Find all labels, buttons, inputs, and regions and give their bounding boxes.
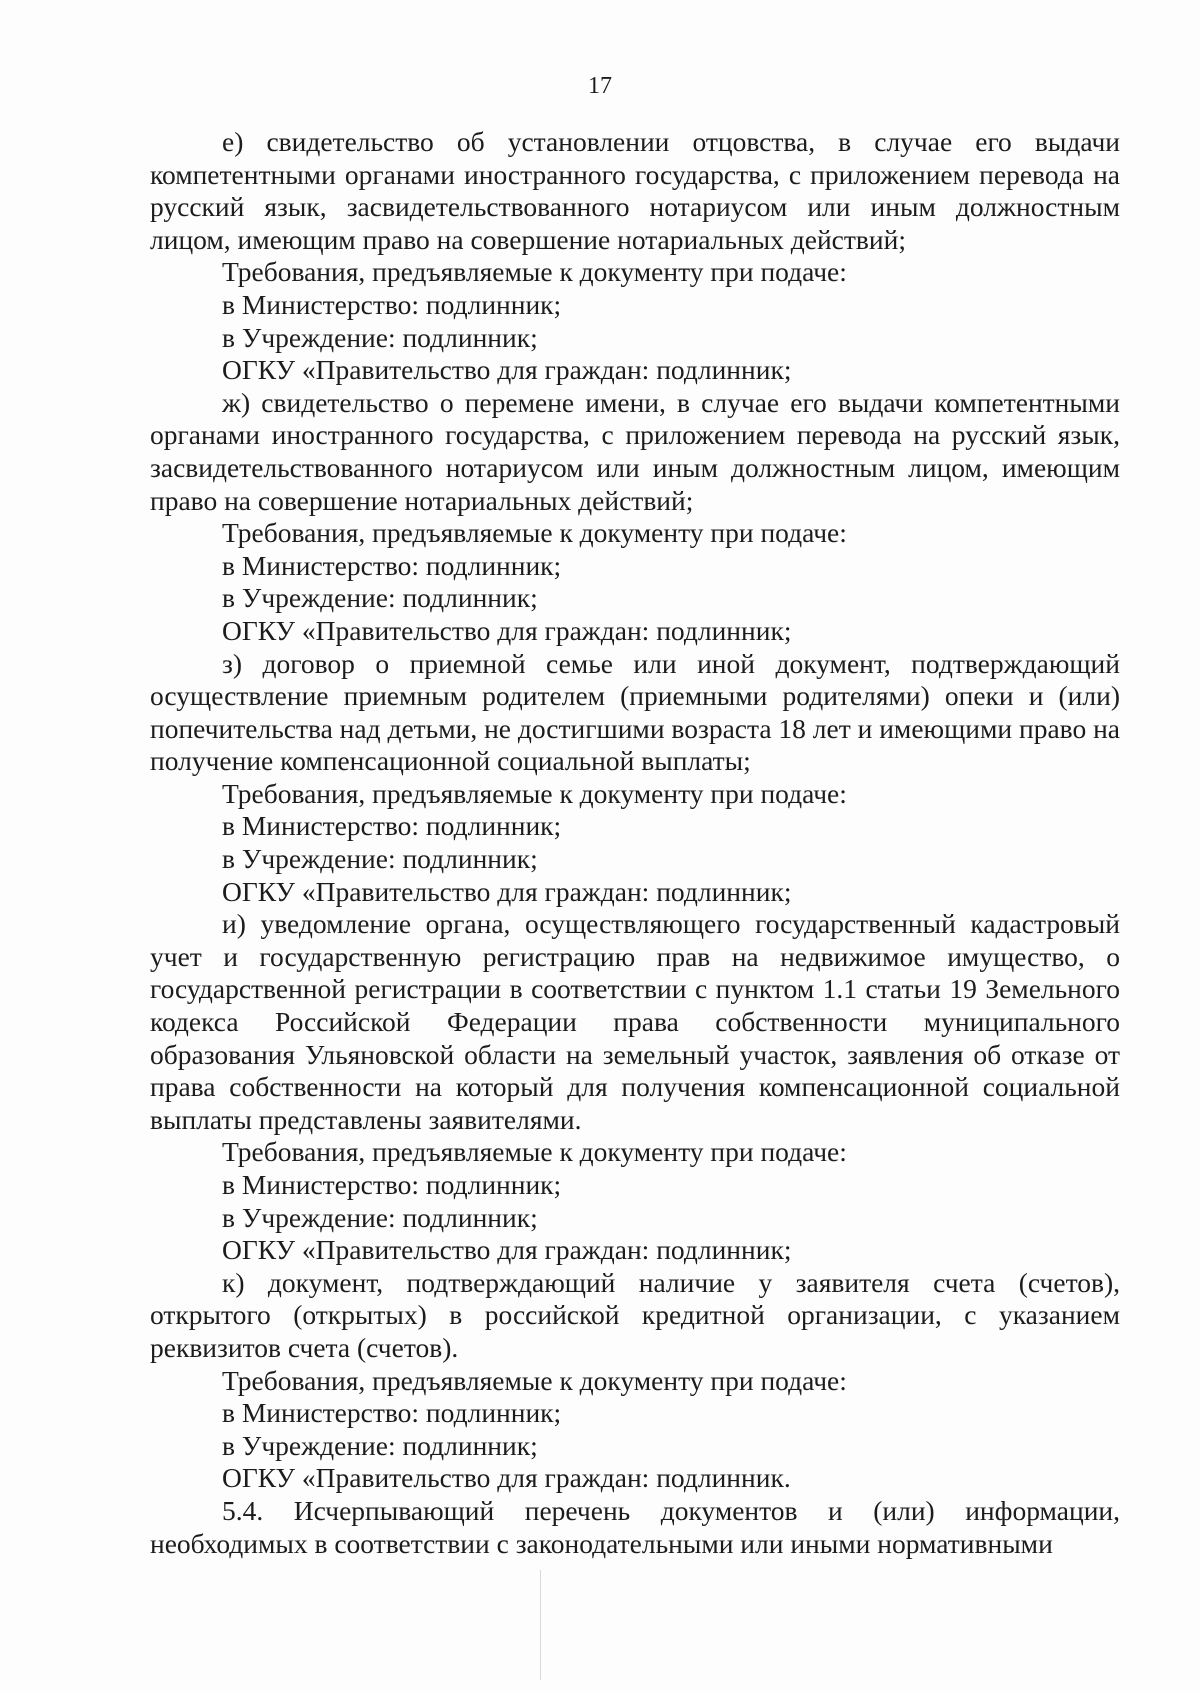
requirement-ministry: в Министерство: подлинник;: [222, 1169, 562, 1200]
requirement-ogku: ОГКУ «Правительство для граждан: подлинник;: [222, 1234, 792, 1266]
paragraph-k-bank-account: к) документ, подтверждающий наличие у заявителя счета (счетов), открытого (открытых) в российской кредитной организации, с указанием реквизитов счета (счетов).: [150, 1266, 1120, 1363]
requirements-heading: Требования, предъявляемые к документу при подаче:: [222, 517, 847, 549]
paragraph-zh-name-change: ж) свидетельство о перемене имени, в случае его выдачи компетентными органами иностранного государства, с приложением перевода на русский язык, засвидетельствованного нотариусом или иным должностным лицом, имеющим право на совершение нотариальных действий;: [150, 386, 1120, 516]
document-body: [150, 126, 1120, 1560]
requirements-heading: Требования, предъявляемые к документу при подаче:: [222, 777, 847, 809]
requirement-ministry: в Министерство: подлинник;: [222, 549, 562, 581]
section-5-4-paragraph: 5.4. Исчерпывающий перечень документов и (или) информации, необходимых в соответствии с законодательными или иными нормативными: [150, 1494, 1120, 1559]
requirement-institution: в Учреждение: подлинник;: [222, 843, 538, 875]
requirement-ogku: ОГКУ «Правительство для граждан: подлинник;: [222, 354, 792, 386]
requirement-institution: в Учреждение: подлинник;: [222, 1429, 538, 1461]
requirement-institution: в Учреждение: подлинник;: [222, 1201, 538, 1233]
paragraph-z-foster-family: з) договор о приемной семье или иной документ, подтверждающий осуществление приемным родителем (приемными родителями) опеки и (или) попечительства над детьми, не достигшими возраста 18 лет и имеющими право на получение компенсационной социальной выплаты;: [150, 647, 1120, 777]
requirement-ogku: ОГКУ «Правительство для граждан: подлинник;: [222, 614, 792, 646]
page-number: 17: [588, 73, 612, 99]
requirement-ministry: в Министерство: подлинник;: [222, 288, 562, 320]
requirements-heading: Требования, предъявляемые к документу при подаче:: [222, 1364, 847, 1396]
requirements-heading: Требования, предъявляемые к документу при подаче:: [222, 1136, 847, 1168]
requirement-ogku: ОГКУ «Правительство для граждан: подлинник.: [222, 1462, 791, 1494]
requirement-institution: в Учреждение: подлинник;: [222, 582, 538, 614]
requirement-institution: в Учреждение: подлинник;: [222, 321, 538, 353]
requirement-ministry: в Министерство: подлинник;: [222, 810, 562, 842]
requirement-ogku: ОГКУ «Правительство для граждан: подлинник;: [222, 875, 792, 907]
paragraph-e-birth-paternity: е) свидетельство об установлении отцовства, в случае его выдачи компетентными органами иностранного государства, с приложением перевода на русский язык, засвидетельствованного нотариусом или иным должностным лицом, имеющим право на совершение нотариальных действий;: [150, 126, 1120, 255]
paragraph-i-cadastral-notice: и) уведомление органа, осуществляющего государственный кадастровый учет и государственную регистрацию прав на недвижимое имущество, о государственной регистрации в соответствии с пунктом 1.1 статьи 19 Земельного кодекса Российской Федерации права собственности муниципального образования Ульяновской области на земельный участок, заявления об отказе от права собственности на который для получения компенсационной социальной выплаты представлены заявителями.: [150, 908, 1120, 1135]
scan-fold-line: [540, 1570, 541, 1680]
requirement-ministry: в Министерство: подлинник;: [222, 1397, 562, 1429]
requirements-heading: Требования, предъявляемые к документу при подаче:: [222, 256, 847, 288]
